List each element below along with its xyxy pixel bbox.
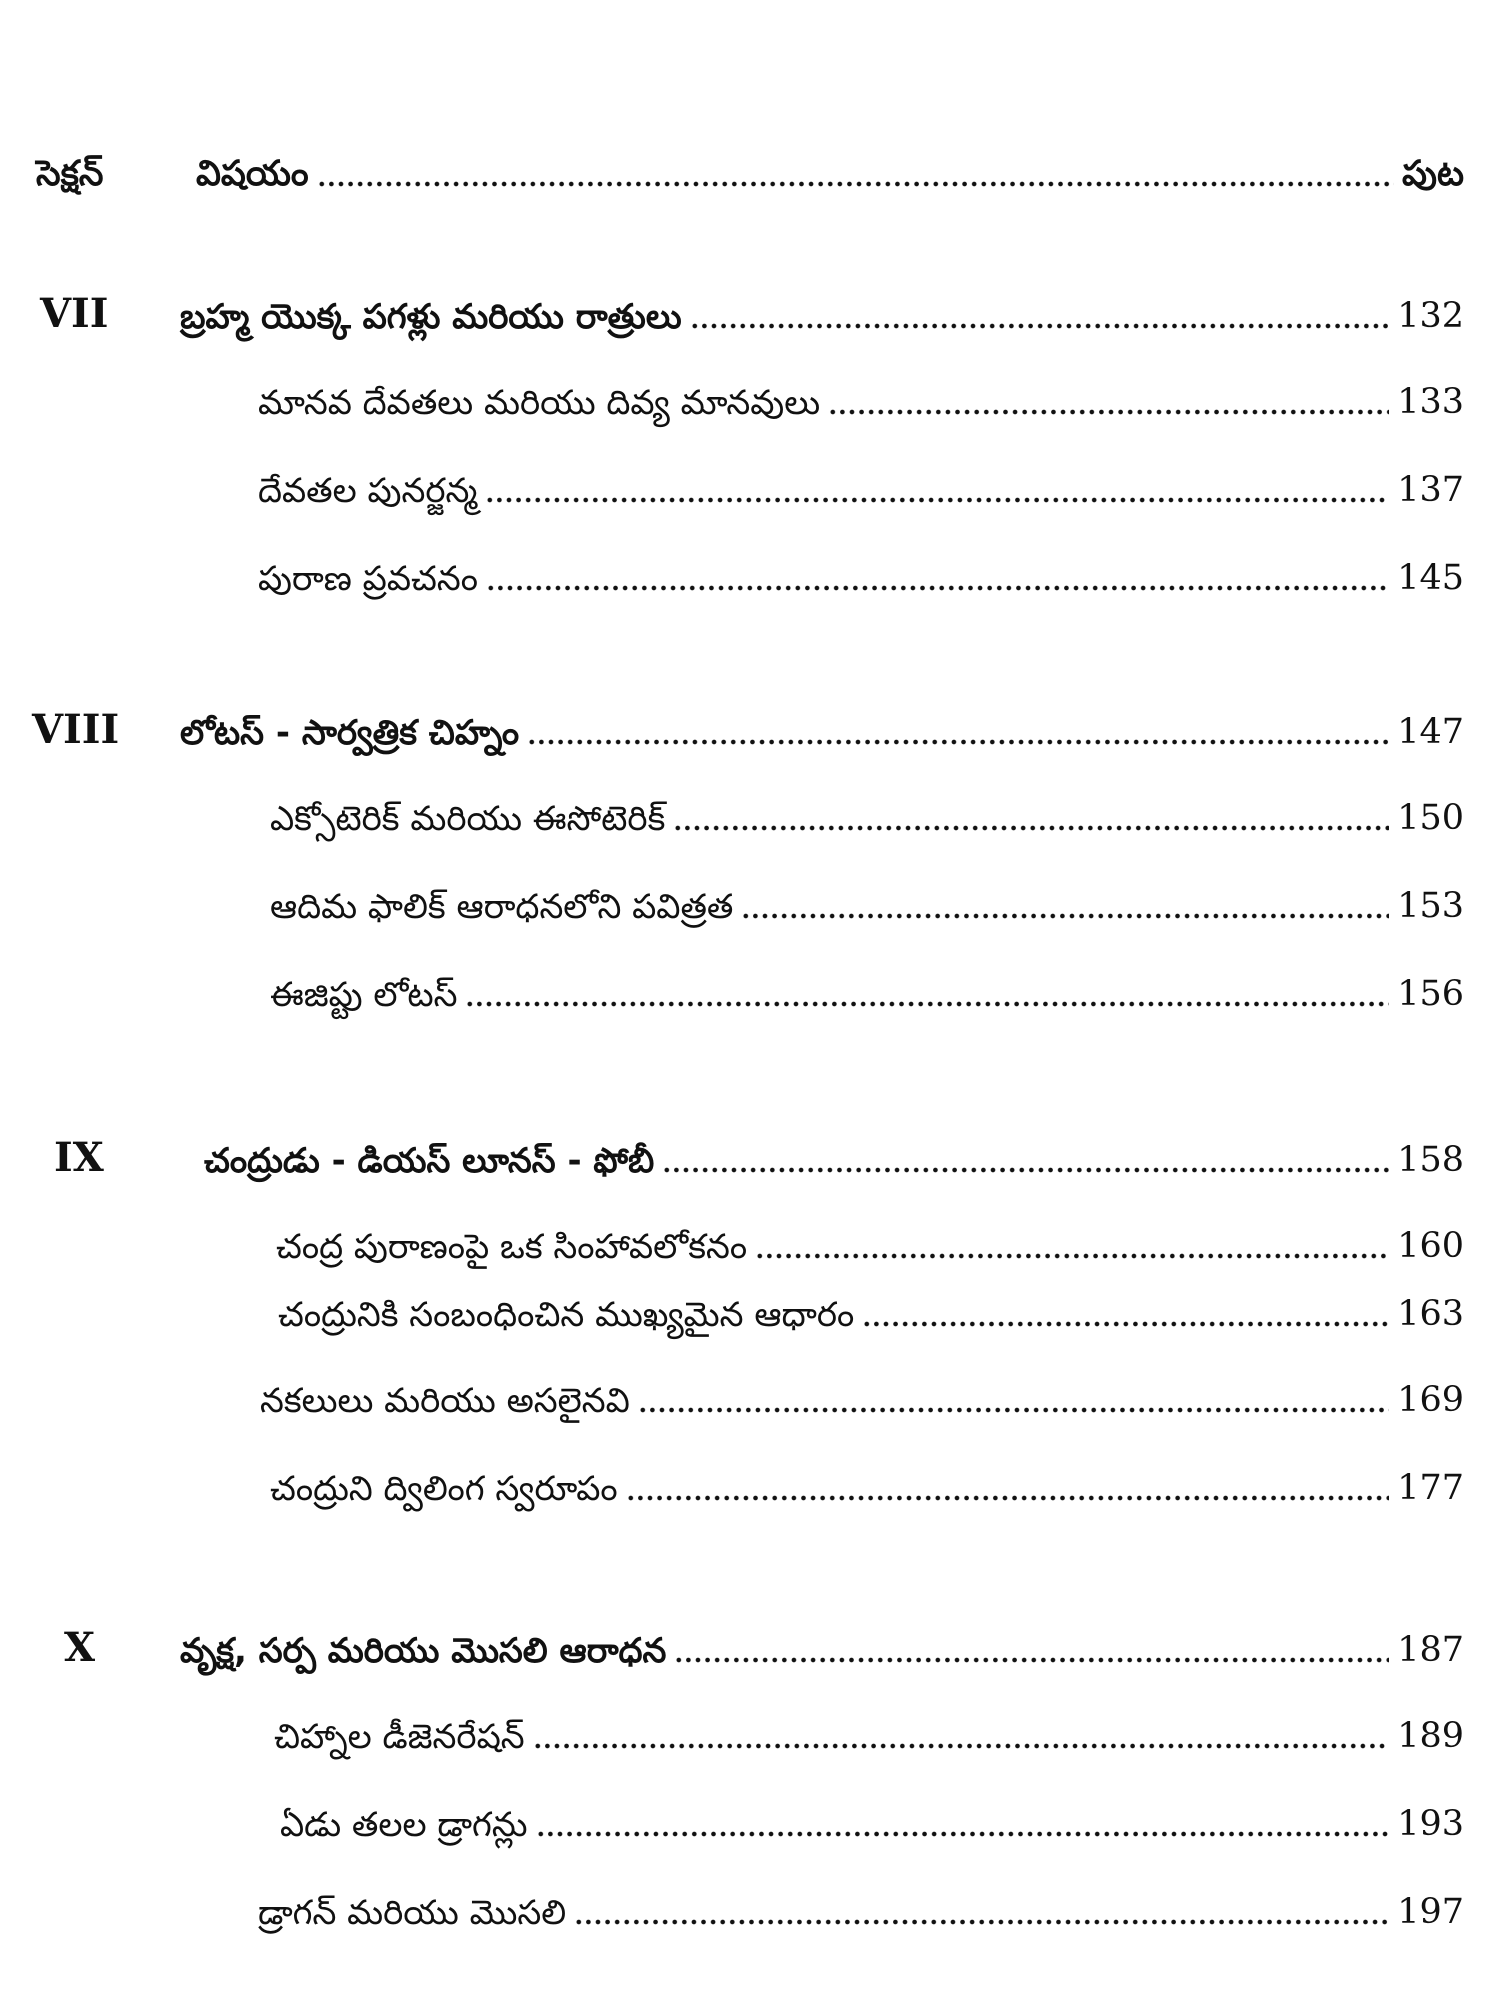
toc-section-vii[interactable] [0, 288, 1500, 348]
subject-column-label: విషయం [196, 154, 309, 194]
dot-leader [673, 823, 1389, 833]
subentry-title: ఏడు తలల డ్రాగన్లు [280, 1805, 528, 1845]
toc-subentry[interactable] [0, 966, 1500, 1026]
toc-subentry[interactable] [0, 1796, 1500, 1856]
section-page-number: 187 [1397, 1630, 1464, 1670]
subentry-title: మానవ దేవతలు మరియు దివ్య మానవులు [258, 383, 821, 423]
subentry-title: ఈజిప్టు లోటస్ [270, 975, 458, 1015]
toc-entry-line [278, 1286, 1464, 1335]
toc-entry-line [258, 462, 1464, 511]
dot-leader [533, 1741, 1390, 1751]
toc-subentry[interactable] [0, 1884, 1500, 1944]
toc-subentry[interactable] [0, 790, 1500, 850]
subentry-page-number: 169 [1397, 1380, 1464, 1420]
toc-entry-line [258, 1884, 1464, 1933]
dot-leader [755, 1251, 1389, 1261]
section-numeral: VIII [32, 706, 120, 753]
subentry-page-number: 193 [1397, 1804, 1464, 1844]
toc-header [0, 146, 1500, 206]
section-title: చంద్రుడు - డియస్ లూనస్ - ఫోబీ [204, 1141, 655, 1181]
toc-entry-line [180, 288, 1464, 337]
subentry-title: చిహ్నాల డీజెనరేషన్ [274, 1717, 525, 1757]
dot-leader [536, 1829, 1390, 1839]
toc-entry-line [258, 550, 1464, 599]
dot-leader [486, 583, 1389, 593]
dot-leader [574, 1917, 1389, 1927]
toc-entry-line [270, 966, 1464, 1015]
toc-entry-line [258, 374, 1464, 423]
dot-leader [527, 737, 1389, 747]
subentry-page-number: 150 [1397, 798, 1464, 838]
toc-entry-line [180, 704, 1464, 753]
section-page-number: 132 [1397, 296, 1464, 336]
toc-subentry[interactable] [0, 550, 1500, 610]
toc-section-ix[interactable] [0, 1132, 1500, 1192]
header-leader-line [196, 146, 1464, 192]
dot-leader [828, 407, 1389, 417]
toc-entry-line [270, 878, 1464, 927]
toc-section-viii[interactable] [0, 704, 1500, 764]
toc-subentry[interactable] [0, 1218, 1500, 1278]
subentry-page-number: 177 [1397, 1468, 1464, 1508]
section-column-label: సెక్షన్ [36, 154, 104, 194]
subentry-title: చంద్రునికి సంబంధించిన ముఖ్యమైన ఆధారం [278, 1295, 855, 1335]
subentry-title: ఎక్సోటెరిక్ మరియు ఈసోటెరిక్ [270, 799, 666, 839]
subentry-page-number: 197 [1397, 1892, 1464, 1932]
dot-leader [485, 495, 1389, 505]
toc-subentry[interactable] [0, 1372, 1500, 1432]
toc-entry-line [260, 1372, 1464, 1421]
toc-entry-line [280, 1796, 1464, 1845]
toc-entry-line [270, 790, 1464, 839]
section-numeral: X [64, 1624, 96, 1671]
section-page-number: 147 [1397, 712, 1464, 752]
dot-leader [317, 179, 1394, 189]
subentry-page-number: 145 [1397, 558, 1464, 598]
toc-subentry[interactable] [0, 1460, 1500, 1520]
subentry-title: పురాణ ప్రవచనం [258, 559, 478, 599]
subentry-page-number: 153 [1397, 886, 1464, 926]
subentry-page-number: 156 [1397, 974, 1464, 1014]
toc-subentry[interactable] [0, 374, 1500, 434]
subentry-title: చంద్ర పురాణంపై ఒక సింహావలోకనం [276, 1227, 748, 1267]
page-column-label: పుట [1402, 154, 1464, 194]
subentry-title: నకలులు మరియు అసలైనవి [260, 1381, 630, 1421]
dot-leader [662, 1165, 1389, 1175]
subentry-page-number: 137 [1397, 470, 1464, 510]
toc-entry-line [204, 1132, 1464, 1181]
section-numeral: VII [40, 290, 109, 337]
dot-leader [465, 999, 1389, 1009]
toc-subentry[interactable] [0, 1708, 1500, 1768]
toc-subentry[interactable] [0, 1286, 1500, 1346]
dot-leader [638, 1405, 1389, 1415]
toc-entry-line [274, 1708, 1464, 1757]
toc-entry-line [270, 1460, 1464, 1509]
subentry-page-number: 160 [1397, 1226, 1464, 1266]
dot-leader [741, 911, 1389, 921]
subentry-title: దేవతల పునర్జన్మ [258, 471, 478, 511]
toc-entry-line [180, 1622, 1464, 1671]
toc-subentry[interactable] [0, 878, 1500, 938]
subentry-title: డ్రాగన్ మరియు మొసలి [258, 1893, 567, 1933]
dot-leader [690, 321, 1389, 331]
section-title: బ్రహ్మ యొక్క పగళ్లు మరియు రాత్రులు [180, 297, 682, 337]
toc-subentry[interactable] [0, 462, 1500, 522]
dot-leader [674, 1655, 1389, 1665]
dot-leader [862, 1319, 1389, 1329]
section-title: లోటస్ - సార్వత్రిక చిహ్నం [180, 713, 520, 753]
section-title: వృక్ష, సర్ప మరియు మొసలి ఆరాధన [180, 1631, 667, 1671]
subentry-page-number: 189 [1397, 1716, 1464, 1756]
section-numeral: IX [54, 1134, 104, 1181]
subentry-page-number: 133 [1397, 382, 1464, 422]
subentry-title: చంద్రుని ద్విలింగ స్వరూపం [270, 1469, 618, 1509]
subentry-title: ఆదిమ ఫాలిక్ ఆరాధనలోని పవిత్రత [270, 887, 734, 927]
section-page-number: 158 [1397, 1140, 1464, 1180]
toc-entry-line [276, 1218, 1464, 1267]
subentry-page-number: 163 [1397, 1294, 1464, 1334]
toc-section-x[interactable] [0, 1622, 1500, 1682]
dot-leader [626, 1493, 1390, 1503]
